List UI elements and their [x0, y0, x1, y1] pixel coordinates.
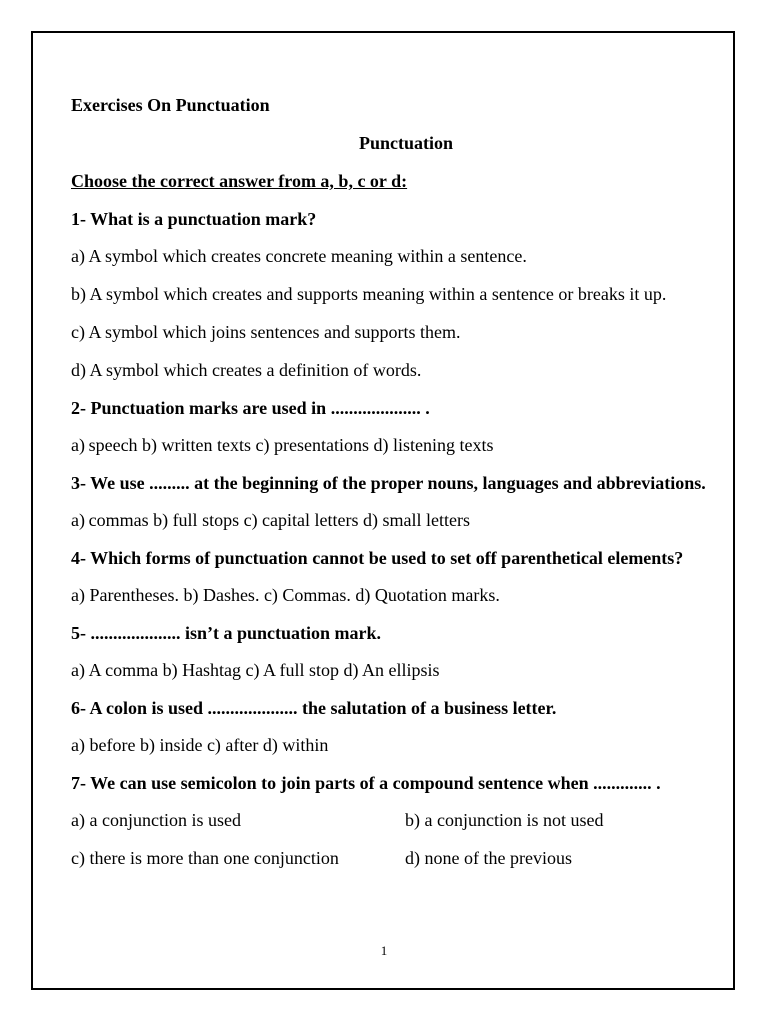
- page-number: 1: [380, 943, 388, 958]
- question-3-stem: 3- We use ......... at the beginning of the proper nouns, languages and abbreviations.: [71, 473, 706, 493]
- document-body: [71, 92, 741, 883]
- question-1-option-b: b) A symbol which creates and supports meaning within a sentence or breaks it up.: [71, 284, 667, 304]
- question-3-options: a) commas b) full stops c) capital letters d) small letters: [71, 510, 470, 530]
- question-1-option-c: c) A symbol which joins sentences and supports them.: [71, 322, 461, 342]
- question-7-options-row-2: [71, 845, 741, 871]
- question-7-stem: 7- We can use semicolon to join parts of a compound sentence when ............. .: [71, 773, 661, 793]
- question-6-stem: 6- A colon is used .................... the salutation of a business letter.: [71, 698, 557, 718]
- question-7-option-c: c) there is more than one conjunction: [71, 848, 339, 868]
- question-1-stem: 1- What is a punctuation mark?: [71, 209, 317, 229]
- question-1-option-d: d) A symbol which creates a definition of words.: [71, 360, 422, 380]
- question-7-options-row-1: [71, 807, 741, 833]
- question-6-options: a) before b) inside c) after d) within: [71, 735, 329, 755]
- question-4-stem: 4- Which forms of punctuation cannot be used to set off parenthetical elements?: [71, 548, 684, 568]
- document-subheading: Punctuation: [358, 133, 454, 153]
- question-5-stem: 5- .................... isn’t a punctuation mark.: [71, 623, 382, 643]
- question-1-option-a: a) A symbol which creates concrete meaning within a sentence.: [71, 246, 527, 266]
- question-7-option-a: a) a conjunction is used: [71, 810, 241, 830]
- question-4-options: a) Parentheses. b) Dashes. c) Commas. d) Quotation marks.: [71, 585, 500, 605]
- instruction-text: Choose the correct answer from a, b, c or d:: [71, 171, 408, 191]
- question-7-option-b: b) a conjunction is not used: [405, 810, 604, 830]
- question-5-options: a) A comma b) Hashtag c) A full stop d) An ellipsis: [71, 660, 440, 680]
- question-2-options: a) speech b) written texts c) presentations d) listening texts: [71, 435, 494, 455]
- document-heading: Exercises On Punctuation: [71, 95, 270, 115]
- question-2-stem: 2- Punctuation marks are used in .................... .: [71, 398, 430, 418]
- question-7-option-d: d) none of the previous: [405, 848, 572, 868]
